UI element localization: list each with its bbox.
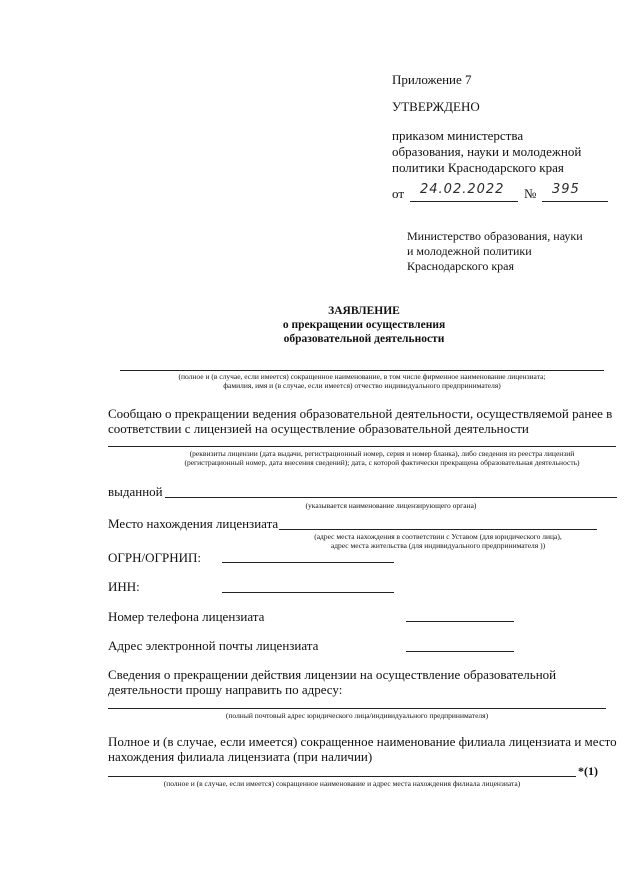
email-line[interactable] <box>406 651 514 652</box>
addressee-line-1: Министерство образования, науки <box>407 229 583 243</box>
location-hint-1: (адрес места нахождения в соответствии с Уставом (для юридического лица), <box>314 532 562 541</box>
branch-line-1: Полное и (в случае, если имеется) сокращенное наименование филиала лицензиата и место <box>108 734 617 749</box>
notice-line-1: Сведения о прекращении действия лицензии на осуществление образовательной <box>108 667 557 682</box>
number-label: № <box>524 186 537 201</box>
order-line-1: приказом министерства <box>392 128 524 143</box>
location-hint-2: адрес места жительства (для индивидуального предпринимателя )) <box>330 541 546 550</box>
document-subtitle-1: о прекращении осуществления <box>282 319 446 331</box>
issued-line[interactable] <box>165 497 617 498</box>
branch-footnote-mark: *(1) <box>578 764 598 778</box>
date-underline <box>410 201 518 202</box>
licensee-name-line[interactable] <box>120 370 604 371</box>
order-date: 24.02.2022 <box>420 182 505 197</box>
location-label: Место нахождения лицензиата <box>108 516 279 531</box>
inn-line[interactable] <box>222 592 394 593</box>
from-label: от <box>392 186 405 201</box>
number-underline <box>542 201 608 202</box>
ogrn-label: ОГРН/ОГРНИП: <box>108 550 202 565</box>
order-line-2: образования, науки и молодежной <box>392 144 582 159</box>
notice-hint: (полный почтовый адрес юридического лица/индивидуального предпринимателя) <box>225 711 489 720</box>
licensee-hint-2: фамилия, имя и (в случае, если имеется) отчество индивидуального предпринимателя) <box>223 381 501 390</box>
phone-line[interactable] <box>406 621 514 622</box>
document-subtitle-2: образовательной деятельности <box>283 333 445 345</box>
order-line-3: политики Краснодарского края <box>392 160 564 175</box>
email-label: Адрес электронной почты лицензиата <box>108 638 319 653</box>
notice-address-line[interactable] <box>108 708 606 709</box>
branch-line[interactable] <box>108 776 576 777</box>
issued-hint: (указывается наименование лицензирующего органа) <box>305 501 477 510</box>
ogrn-line[interactable] <box>222 562 394 563</box>
addressee-line-2: и молодежной политики <box>407 244 532 258</box>
license-hint-1: (реквизиты лицензии (дата выдачи, регистрационный номер, серия и номер бланка), либо сведения из реестра лицензий <box>189 449 575 458</box>
branch-line-2: нахождения филиала лицензиата (при наличии) <box>108 749 373 764</box>
license-details-line[interactable] <box>108 446 616 447</box>
inn-label: ИНН: <box>108 579 140 594</box>
branch-hint: (полное и (в случае, если имеется) сокращенное наименование и адрес места нахождения филиала лицензиата) <box>163 779 521 788</box>
statement-line-2: соответствии с лицензией на осуществление образовательной деятельности <box>108 421 529 436</box>
location-line[interactable] <box>279 529 597 530</box>
license-hint-2: (регистрационный номер, дата внесения сведений); дата, с которой фактически прекращена образовательная деятельность) <box>184 458 580 467</box>
order-number: 395 <box>552 182 580 197</box>
document-title: ЗАЯВЛЕНИЕ <box>328 305 400 317</box>
licensee-hint-1: (полное и (в случае, если имеется) сокращенное наименование, в том числе фирменное наименование лицензиата; <box>178 372 546 381</box>
phone-label: Номер телефона лицензиата <box>108 609 265 624</box>
approved-label: УТВЕРЖДЕНО <box>392 99 480 114</box>
appendix-label: Приложение 7 <box>392 72 472 87</box>
addressee-line-3: Краснодарского края <box>407 259 515 273</box>
statement-line-1: Сообщаю о прекращении ведения образовательной деятельности, осуществляемой ранее в <box>108 406 613 421</box>
notice-line-2: деятельности прошу направить по адресу: <box>108 682 343 697</box>
issued-label: выданной <box>108 484 163 499</box>
